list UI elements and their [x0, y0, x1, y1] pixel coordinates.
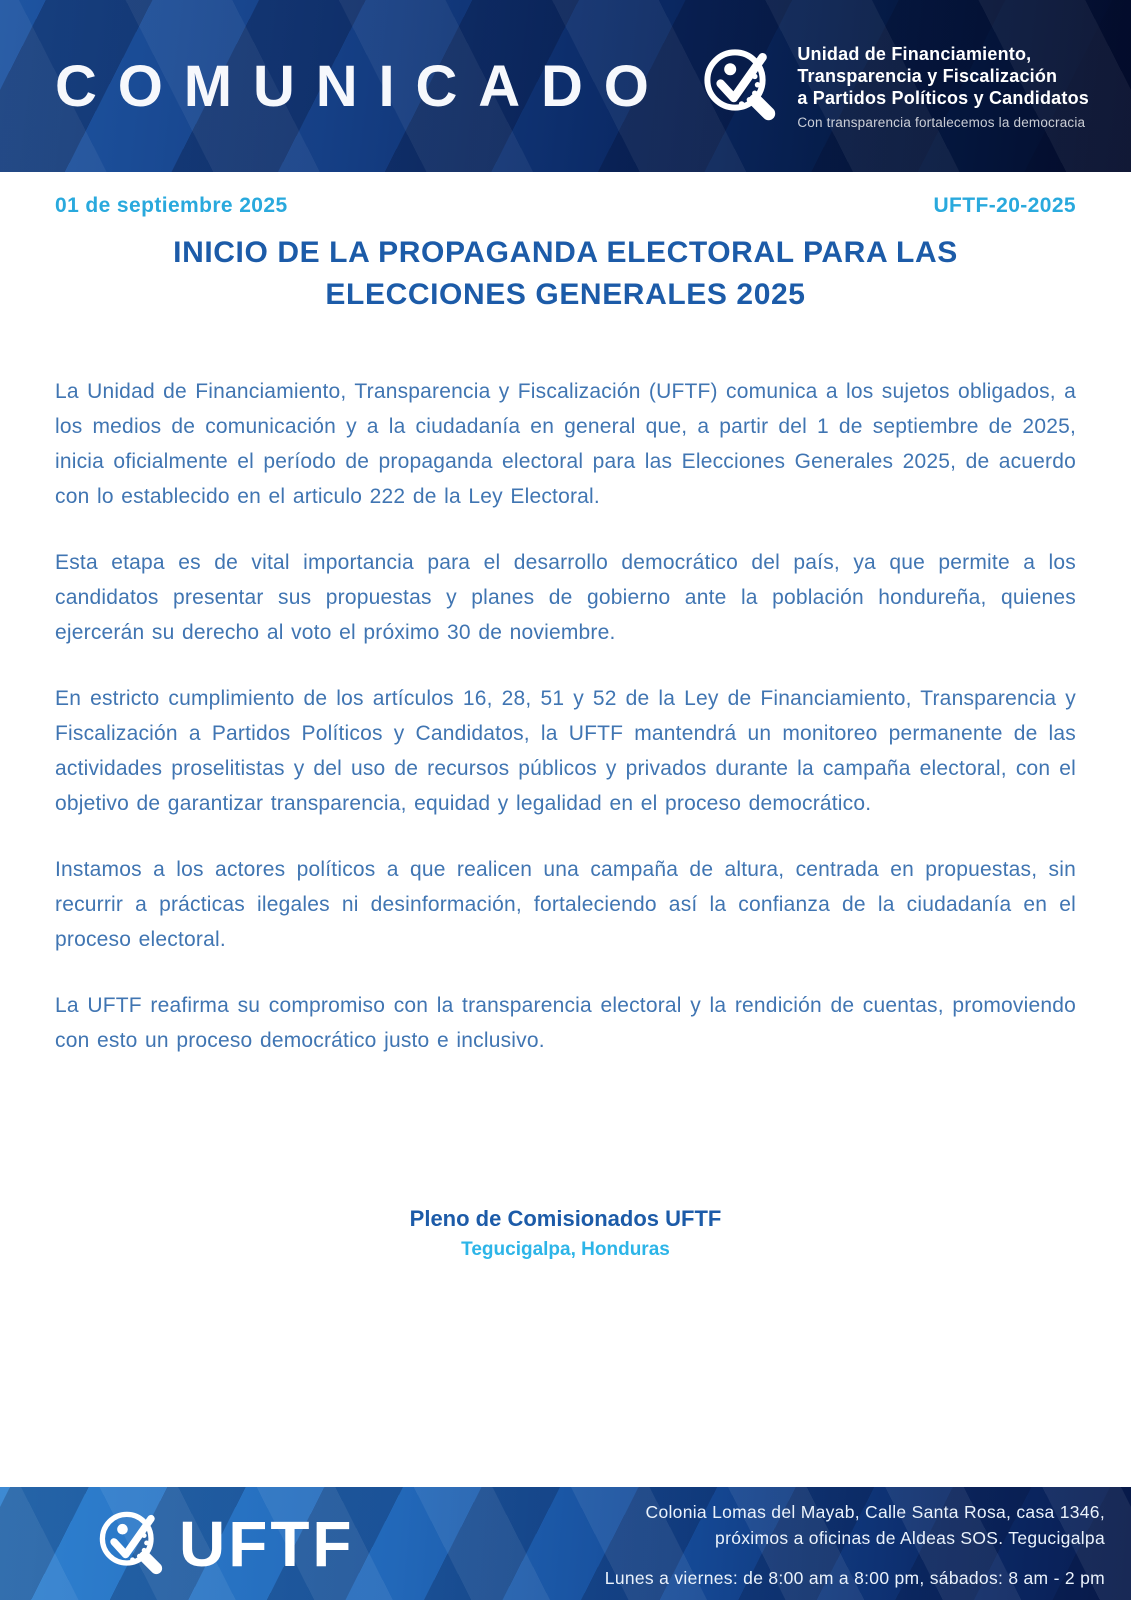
banner-title: COMUNICADO [55, 53, 670, 119]
footer-address-line1: Colonia Lomas del Mayab, Calle Santa Rosa, casa 1346, [645, 1501, 1105, 1522]
body-paragraph: Instamos a los actores políticos a que realicen una campaña de altura, centrada en propuestas, sin recurrir a prácticas ilegales ni desinformación, fortaleciendo así la confianza de la ciudadanía en el proceso electoral. [55, 858, 1076, 951]
uftf-wordmark: UFTF [179, 1507, 355, 1580]
org-name-line: a Partidos Políticos y Candidatos [797, 87, 1089, 108]
document-body [0, 316, 1131, 1058]
reference-label: UFTF-20-2025 [933, 194, 1076, 217]
org-name-line: Unidad de Financiamiento, [797, 43, 1032, 64]
footer-info [605, 1499, 1105, 1589]
org-name-line: Transparencia y Fiscalización [797, 65, 1058, 86]
org-tagline: Con transparencia fortalecemos la democracia [797, 114, 1086, 130]
magnifier-check-icon [95, 1505, 169, 1583]
header-banner [0, 0, 1131, 172]
footer-banner [0, 1487, 1131, 1600]
document-title [173, 232, 958, 316]
date-label: 01 de septiembre 2025 [55, 194, 288, 217]
footer-hours: Lunes a viernes: de 8:00 am a 8:00 pm, sábados: 8 am - 2 pm [604, 1567, 1105, 1588]
document-title-line1: INICIO DE LA PROPAGANDA ELECTORAL PARA LAS [173, 236, 958, 269]
footer-address-line2: próximos a oficinas de Aldeas SOS. Tegucigalpa [715, 1527, 1105, 1548]
body-paragraph: En estricto cumplimiento de los artículos 16, 28, 51 y 52 de la Ley de Financiamiento, Transparencia y Fiscalización a Partidos Políticos y Candidatos, la UFTF mantendrá un monitoreo permanente de las actividades proselitistas y del uso de recursos públicos y privados durante la campaña electoral, con el objetivo de garantizar transparencia, equidad y legalidad en el proceso democrático. [55, 687, 1076, 815]
magnifier-check-icon [699, 41, 783, 131]
body-paragraph: La UFTF reafirma su compromiso con la transparencia electoral y la rendición de cuentas, promoviendo con esto un proceso democrático justo e inclusivo. [55, 994, 1076, 1052]
signature-name: Pleno de Comisionados UFTF [409, 1206, 722, 1231]
signature-block [0, 1206, 1131, 1261]
org-logo-block [699, 41, 1089, 131]
body-paragraph: La Unidad de Financiamiento, Transparencia y Fiscalización (UFTF) comunica a los sujetos obligados, a los medios de comunicación y a la ciudadanía en general que, a partir del 1 de septiembre de 2025, inicia oficialmente el período de propaganda electoral para las Elecciones Generales 2025, de acuerdo con lo establecido en el articulo 222 de la Ley Electoral. [55, 380, 1076, 508]
footer-brand [95, 1505, 355, 1583]
body-paragraph: Esta etapa es de vital importancia para el desarrollo democrático del país, ya que permite a los candidatos presentar sus propuestas y planes de gobierno ante la población hondureña, quienes ejercerán su derecho al voto el próximo 30 de noviembre. [55, 551, 1076, 644]
meta-row [0, 172, 1131, 218]
signature-location: Tegucigalpa, Honduras [461, 1239, 670, 1260]
org-name [797, 43, 1089, 130]
document-title-line2: ELECCIONES GENERALES 2025 [325, 278, 806, 311]
